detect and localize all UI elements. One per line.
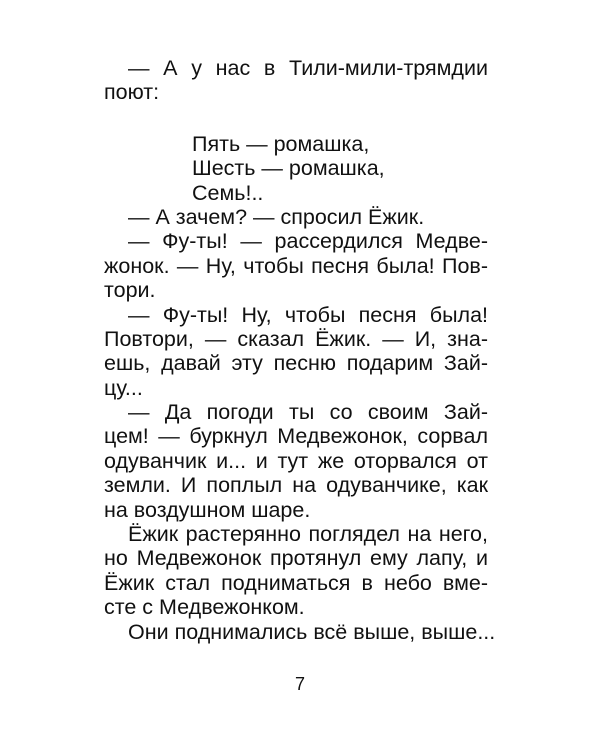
text-line: Ёжик растерянно поглядел на него, <box>128 522 488 547</box>
text-line: тори. <box>104 278 156 303</box>
text-line: на воздушном шаре. <box>104 497 311 522</box>
text-line: Они поднимались всё выше, выше... <box>128 619 496 644</box>
text-line: — А у нас в Тили-мили-трямдии <box>128 56 488 80</box>
paragraph-7 <box>104 619 496 644</box>
text-line: — Фу-ты! — рассердился Медве- <box>128 229 488 254</box>
verse-line: Семь!.. <box>192 180 264 205</box>
text-line: жонок. — Ну, чтобы песня была! Пов- <box>104 253 488 278</box>
text-line: — А зачем? — спросил Ёжик. <box>128 204 425 229</box>
text-line: сте с Медвежонком. <box>104 595 305 620</box>
text-line: цем! — буркнул Медвежонок, сорвал <box>104 424 488 449</box>
verse-line: Шесть — ромашка, <box>192 156 385 181</box>
paragraph-4 <box>104 303 488 401</box>
paragraph-3 <box>104 229 488 302</box>
text-line: Ёжик стал подниматься в небо вме- <box>104 570 488 595</box>
paragraph-1 <box>104 56 488 105</box>
verse-line: Пять — ромашка, <box>192 131 370 156</box>
book-page-text <box>104 56 496 644</box>
paragraph-6 <box>104 522 488 620</box>
text-line: Повтори, — сказал Ёжик. — И, зна- <box>104 326 488 351</box>
paragraph-2 <box>104 205 488 229</box>
text-line: — Да погоди ты со своим Зай- <box>128 400 488 425</box>
text-line: одуванчик и... и тут же оторвался от <box>104 448 488 473</box>
text-line: земли. И поплыл на одуванчике, как <box>104 473 488 498</box>
text-line: поют: <box>104 80 160 105</box>
page-number: 7 <box>294 674 305 694</box>
verse-block <box>192 132 488 205</box>
text-line: ешь, давай эту песню подарим Зай- <box>104 351 488 376</box>
paragraph-5 <box>104 400 488 522</box>
text-line: цу... <box>104 375 143 400</box>
text-line: — Фу-ты! Ну, чтобы песня была! <box>128 302 488 327</box>
text-line: но Медвежонок протянул ему лапу, и <box>104 546 488 571</box>
